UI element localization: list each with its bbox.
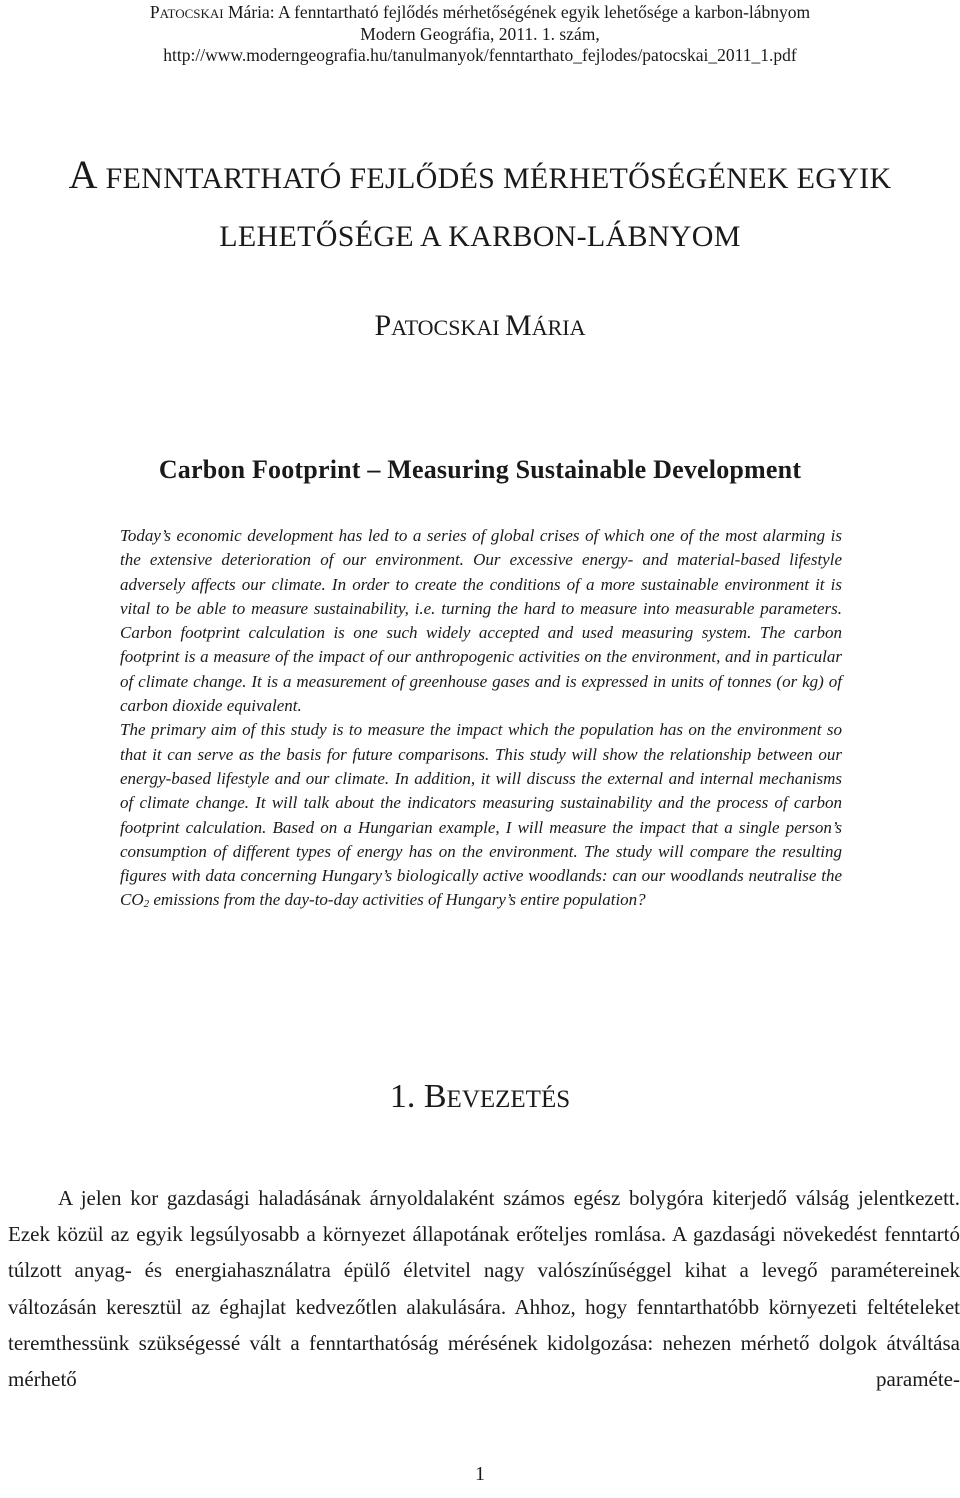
running-header	[0, 2, 960, 66]
english-title: Carbon Footprint – Measuring Sustainable Development	[158, 455, 802, 484]
section-initial: B	[423, 1078, 447, 1115]
title-line-1-text: FENNTARTHATÓ FEJLŐDÉS MÉRHETŐSÉGÉNEK EGYIK	[97, 162, 892, 195]
title-line-2: LEHETŐSÉGE A KARBON-LÁBNYOM	[219, 220, 741, 253]
author-initial-2: M	[505, 309, 532, 342]
abstract	[120, 524, 842, 913]
header-url: http://www.moderngeografia.hu/tanulmanyok/fenntarthato_fejlodes/patocskai_2011_1.pdf	[163, 45, 797, 65]
author-rest-2: ÁRIA	[531, 315, 586, 340]
body-text	[8, 1180, 960, 1397]
page-number: 1	[475, 1463, 485, 1485]
title-initial: A	[68, 152, 98, 197]
author-rest-1: ATOCSKAI	[391, 315, 506, 340]
body-paragraph-1: A jelen kor gazdasági haladásának árnyoldalaként számos egész bolygóra kiterjedő válság jelentkezett. Ezek közül az egyik legsúlyosabb a környezet állapotának erőteljes romlása. A gazdasági növekedést fenntartó túlzott anyag- és energiahasználatra épülő életvitel nagy valószínűséggel kihat a levegő paramétereinek változásán keresztül az éghajlat kedvezőtlen alakulására. Ahhoz, hogy fenntarthatóbb környezeti feltételeket teremthessünk szükségessé vált a fenntarthatóság mérésének kidolgozása: nehezen mérhető dolgok átváltása mérhető paraméte-	[8, 1186, 960, 1392]
section-heading	[0, 1078, 960, 1116]
abstract-p2-text-end: emissions from the day-to-day activities of Hungary’s entire population?	[149, 890, 646, 910]
title-line-1	[0, 146, 960, 208]
header-author-smallcaps: ATOCSKAI	[159, 6, 224, 21]
paper-title	[0, 146, 960, 266]
section-number: 1.	[389, 1078, 424, 1115]
header-citation	[0, 2, 960, 24]
section-title-rest: EVEZETÉS	[446, 1086, 571, 1113]
header-journal: Modern Geográfia, 2011. 1. szám,	[360, 24, 600, 44]
author-name	[0, 309, 960, 343]
header-author-initial: P	[149, 2, 160, 22]
abstract-p2-text: The primary aim of this study is to measure the impact which the population has on the environment so that it can serve as the basis for future comparisons. This study will show the relationship between our energy-based lifestyle and our climate. In addition, it will discuss the external and internal mechanisms of climate change. It will talk about the indicators measuring sustainability and the process of carbon footprint calculation. Based on a Hungarian example, I will measure the impact that a single person’s consumption of different types of energy has on the environment. The study will compare the resulting figures with data concerning Hungary’s biologically active woodlands: can our woodlands neutralise the CO	[120, 720, 842, 910]
abstract-paragraph-1: Today’s economic development has led to a series of global crises of which one of the most alarming is the extensive deterioration of our environment. Our excessive energy- and material-based lifestyle adversely affects our climate. In order to create the conditions of a more sustainable environment it is vital to be able to measure sustainability, i.e. turning the hard to measure into measurable parameters. Carbon footprint calculation is one such widely accepted and used measuring system. The carbon footprint is a measure of the impact of our anthropogenic activities on the environment, and in particular of climate change. It is a measurement of greenhouse gases and is expressed in units of tonnes (or kg) of carbon dioxide equivalent.	[120, 526, 842, 716]
co2-subscript: 2	[143, 898, 150, 911]
author-initial-1: P	[374, 309, 392, 342]
abstract-paragraph-2	[120, 718, 842, 912]
header-title: Mária: A fenntartható fejlődés mérhetőségének egyik lehetősége a karbon-lábnyom	[223, 2, 811, 22]
